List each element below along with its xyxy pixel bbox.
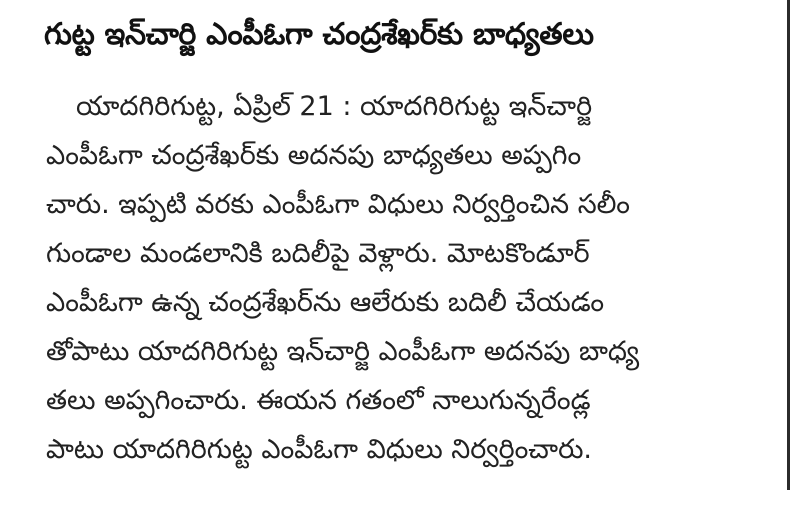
article-line: ఎంపీఓగా ఉన్న చంద్రశేఖర్‌ను ఆలేరుకు బదిలీ చేయడం xyxy=(46,287,605,318)
article-line: తలు అప్పగించారు. ఈయన గతంలో నాలుగున్నరేండ్ల xyxy=(46,385,591,416)
article-headline: గుట్ట ఇన్‌చార్జి ఎంపీఓగా చంద్రశేఖర్‌కు బాధ్యతలు xyxy=(44,17,594,52)
article-line: గుండాల మండలానికి బదిలీపై వెళ్లారు. మోటకొండూర్ xyxy=(46,238,590,269)
column-divider xyxy=(787,0,790,490)
article-line: చారు. ఇప్పటి వరకు ఎంపీఓగా విధులు నిర్వర్తించిన సలీం xyxy=(46,189,630,220)
article-line: యాదగిరిగుట్ట, ఏప్రిల్ 21 : యాదగిరిగుట్ట ఇన్‌చార్జి xyxy=(76,91,593,122)
article-line: పాటు యాదగిరిగుట్ట ఎంపీఓగా విధులు నిర్వర్తించారు. xyxy=(46,434,593,465)
article-body xyxy=(46,82,782,474)
article-line: ఎంపీఓగా చంద్రశేఖర్‌కు అదనపు బాధ్యతలు అప్పగిం xyxy=(46,140,582,171)
article-line: తోపాటు యాదగిరిగుట్ట ఇన్‌చార్జి ఎంపీఓగా అదనపు బాధ్య xyxy=(46,336,640,367)
